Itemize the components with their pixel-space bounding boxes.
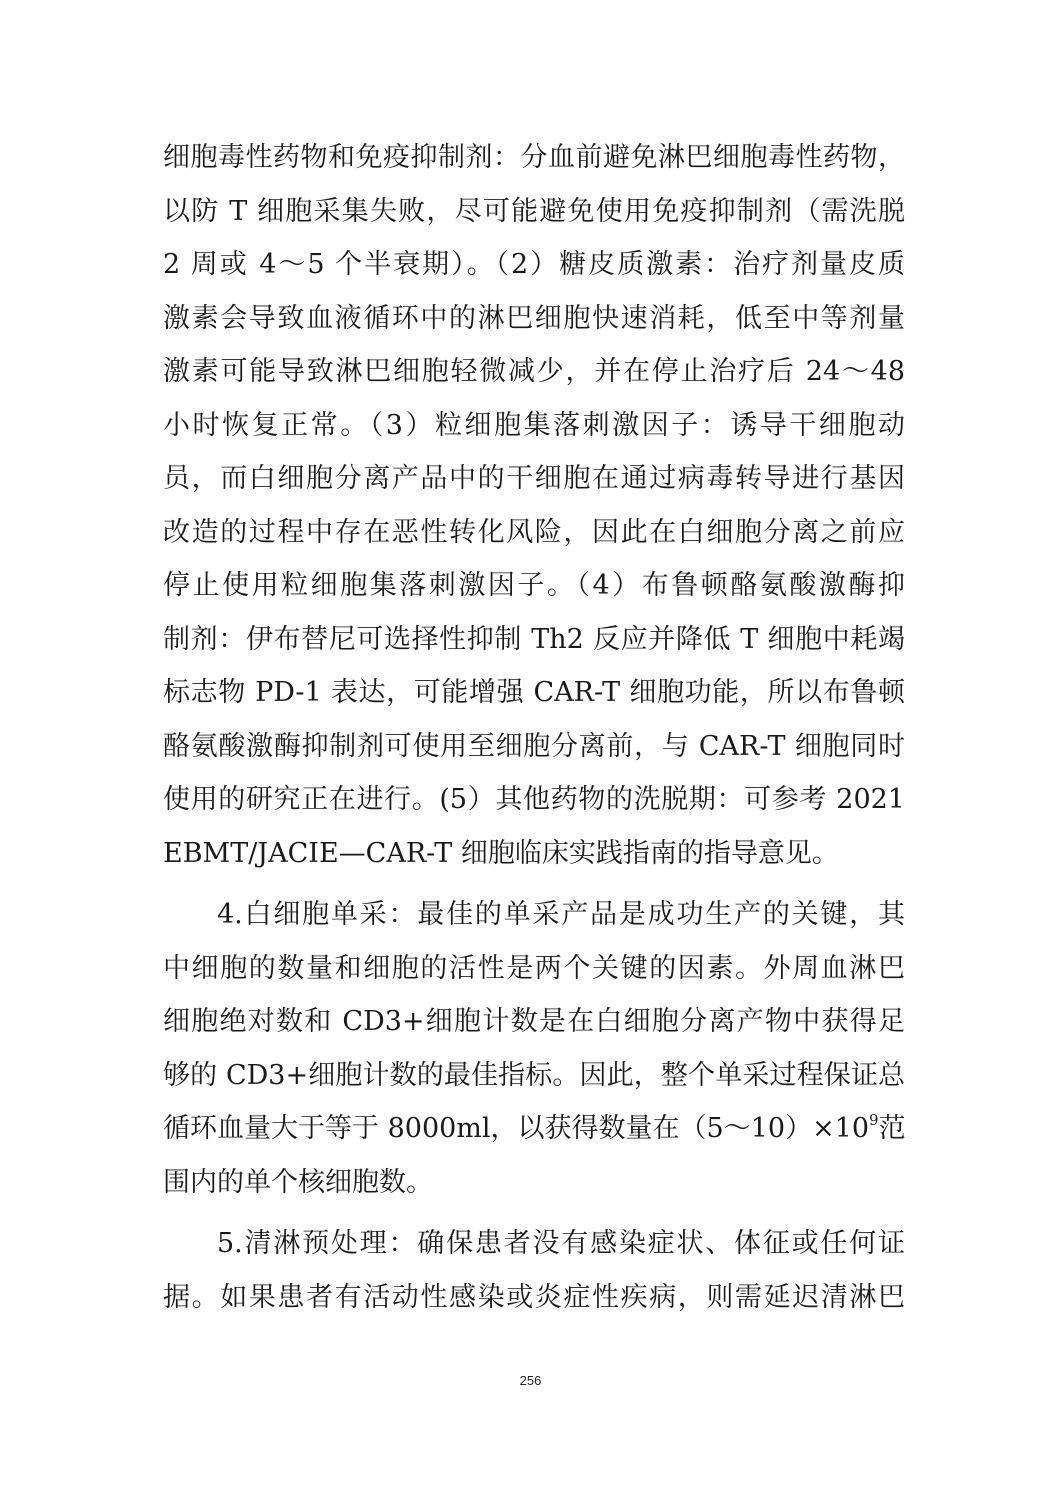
paragraph-drug-washout — [163, 131, 905, 880]
text-line: 小时恢复正常。（3）粒细胞集落刺激因子：诱导干细胞动 — [163, 409, 905, 441]
text-line: 改造的过程中存在恶性转化风险，因此在白细胞分离之前应 — [163, 516, 905, 548]
paragraph-lymphodepletion — [163, 1217, 905, 1324]
text-line: 细胞绝对数和 CD3+细胞计数是在白细胞分离产物中获得足 — [163, 1006, 905, 1037]
text-line: 5.清淋预处理：确保患者没有感染症状、体征或任何证 — [217, 1228, 905, 1259]
text-segment: 循环血量大于等于 8000ml，以获得数量在（5～10）×10 — [163, 1113, 870, 1144]
paragraph-leukapheresis — [163, 888, 905, 1209]
page-number: 256 — [519, 1373, 542, 1388]
text-line: 使用的研究正在进行。(5）其他药物的洗脱期：可参考 2021 — [163, 784, 905, 815]
text-line: 激素会导致血液循环中的淋巴细胞快速消耗，低至中等剂量 — [163, 302, 905, 334]
page-body — [163, 131, 905, 1324]
text-line: 细胞毒性药物和免疫抑制剂：分血前避免淋巴细胞毒性药物， — [163, 142, 905, 173]
text-line: 停止使用粒细胞集落刺激因子。（4）布鲁顿酪氨酸激酶抑 — [163, 570, 905, 601]
text-line: 标志物 PD-1 表达，可能增强 CAR-T 细胞功能，所以布鲁顿 — [163, 677, 905, 708]
superscript-exponent: 9 — [869, 1111, 879, 1129]
text-line-with-superscript — [163, 1102, 905, 1156]
text-line: 2 周或 4～5 个半衰期）。（2）糖皮质激素：治疗剂量皮质 — [163, 249, 905, 280]
text-line: 酪氨酸激酶抑制剂可使用至细胞分离前，与 CAR-T 细胞同时 — [163, 730, 905, 762]
text-line: 制剂：伊布替尼可选择性抑制 Th2 反应并降低 T 细胞中耗竭 — [163, 623, 905, 655]
text-line: 员，而白细胞分离产品中的干细胞在通过病毒转导进行基因 — [163, 463, 905, 494]
text-line: 中细胞的数量和细胞的活性是两个关键的因素。外周血淋巴 — [163, 952, 905, 984]
text-line: 据。如果患者有活动性感染或炎症性疾病，则需延迟清淋巴 — [163, 1281, 905, 1313]
text-line: EBMT/JACIE—CAR-T 细胞临床实践指南的指导意见。 — [163, 837, 839, 869]
text-line: 4.白细胞单采：最佳的单采产品是成功生产的关键，其 — [217, 899, 905, 930]
text-line: 激素可能导致淋巴细胞轻微减少，并在停止治疗后 24～48 — [163, 356, 905, 387]
text-line: 围内的单个核细胞数。 — [163, 1166, 433, 1198]
text-line: 以防 T 细胞采集失败，尽可能避免使用免疫抑制剂（需洗脱 — [163, 195, 905, 227]
text-line: 够的 CD3+细胞计数的最佳指标。因此，整个单采过程保证总 — [163, 1059, 905, 1091]
text-segment: 范 — [878, 1113, 906, 1144]
